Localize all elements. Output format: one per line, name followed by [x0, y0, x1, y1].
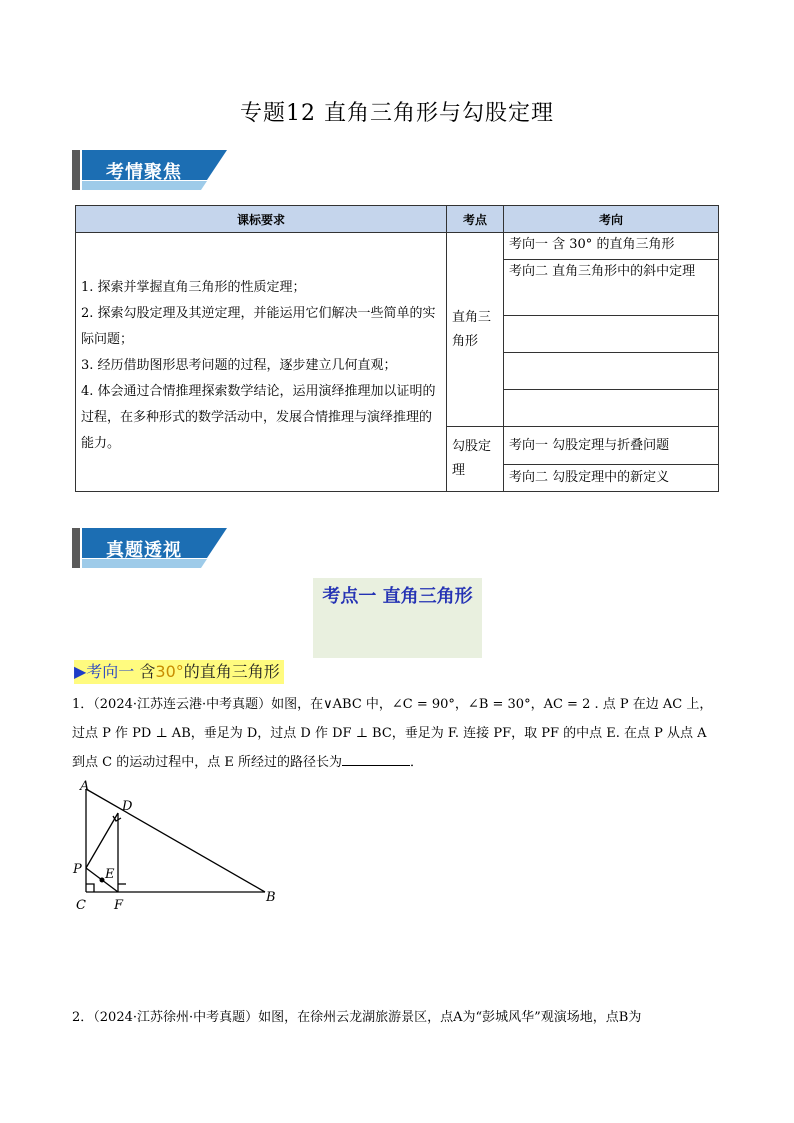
question-2 [72, 1003, 722, 1032]
header-direction: 考向 [504, 206, 719, 233]
point-pythagorean: 勾股定理 [447, 427, 504, 492]
label-f: F [114, 898, 124, 913]
curriculum-table [75, 205, 719, 492]
requirement-item: 3. 经历借助图形思考问题的过程，逐步建立几何直观； [81, 358, 397, 373]
section-banner-kaoqing [72, 150, 227, 190]
banner-label: 真题透视 [106, 540, 182, 561]
header-point: 考点 [447, 206, 504, 233]
direction-item: 考向一 含 30° 的直角三角形 [504, 233, 719, 260]
question-1-line: 1．（2024·江苏连云港·中考真题）如图，在∨ABC 中，∠C = 90°，∠B = 30°，AC = 2 . 点 P 在边 AC 上， [72, 697, 713, 712]
requirement-item: 4. 体会通过合情推理探索数学结论，运用演绎推理加以证明的过程，在多种形式的数学活动中，发展合情推理与演绎推理的能力。 [81, 384, 436, 451]
section-banner-zhenti [72, 528, 227, 568]
label-e: E [105, 867, 115, 882]
label-a: A [80, 779, 90, 794]
label-b: B [266, 890, 276, 905]
question-1-end: ． [409, 755, 423, 770]
triangle-figure [70, 775, 290, 915]
point-right-triangle: 直角三角形 [447, 233, 504, 427]
segment-pd [86, 813, 118, 868]
point-e-dot [100, 878, 105, 883]
page-title: 专题12 直角三角形与勾股定理 [240, 101, 554, 126]
direction-item: 考向二 勾股定理中的新定义 [504, 465, 719, 492]
direction-item-empty [504, 390, 719, 427]
answer-blank [342, 751, 410, 766]
direction-item: 考向一 勾股定理与折叠问题 [504, 427, 719, 465]
direction-number: 30° [155, 662, 184, 681]
kaodian-box: 考点一 直角三角形 [313, 578, 482, 658]
question-1 [72, 690, 722, 777]
direction-heading [74, 660, 284, 684]
direction-text: 含 [134, 662, 156, 681]
direction-item-empty [504, 316, 719, 353]
direction-rest: 的直角三角形 [183, 662, 280, 681]
right-angle-c [86, 884, 94, 892]
requirement-item: 1. 探索并掌握直角三角形的性质定理； [81, 280, 306, 295]
direction-item-empty [504, 353, 719, 390]
label-p: P [73, 862, 82, 877]
header-requirements: 课标要求 [76, 206, 447, 233]
label-c: C [76, 898, 86, 913]
requirements-cell [76, 233, 447, 492]
question-2-line: 2．（2024·江苏徐州·中考真题）如图，在徐州云龙湖旅游景区，点A为“彭城风华”观演场地，点B为 [72, 1010, 642, 1025]
requirement-item: 2. 探索勾股定理及其逆定理，并能运用它们解决一些简单的实际问题； [81, 306, 436, 347]
direction-prefix: ▶考向一 [74, 662, 135, 681]
question-1-line [72, 748, 722, 777]
banner-label: 考情聚焦 [106, 162, 182, 183]
question-1-text: 到点 C 的运动过程中，点 E 所经过的路径长为 [72, 755, 342, 770]
label-d: D [122, 799, 133, 814]
direction-item: 考向二 直角三角形中的斜中定理 [504, 260, 719, 316]
question-1-line: 过点 P 作 PD ⊥ AB，垂足为 D，过点 D 作 DF ⊥ BC，垂足为 F. 连接 PF，取 PF 的中点 E. 在点 P 从点 A [72, 726, 707, 741]
